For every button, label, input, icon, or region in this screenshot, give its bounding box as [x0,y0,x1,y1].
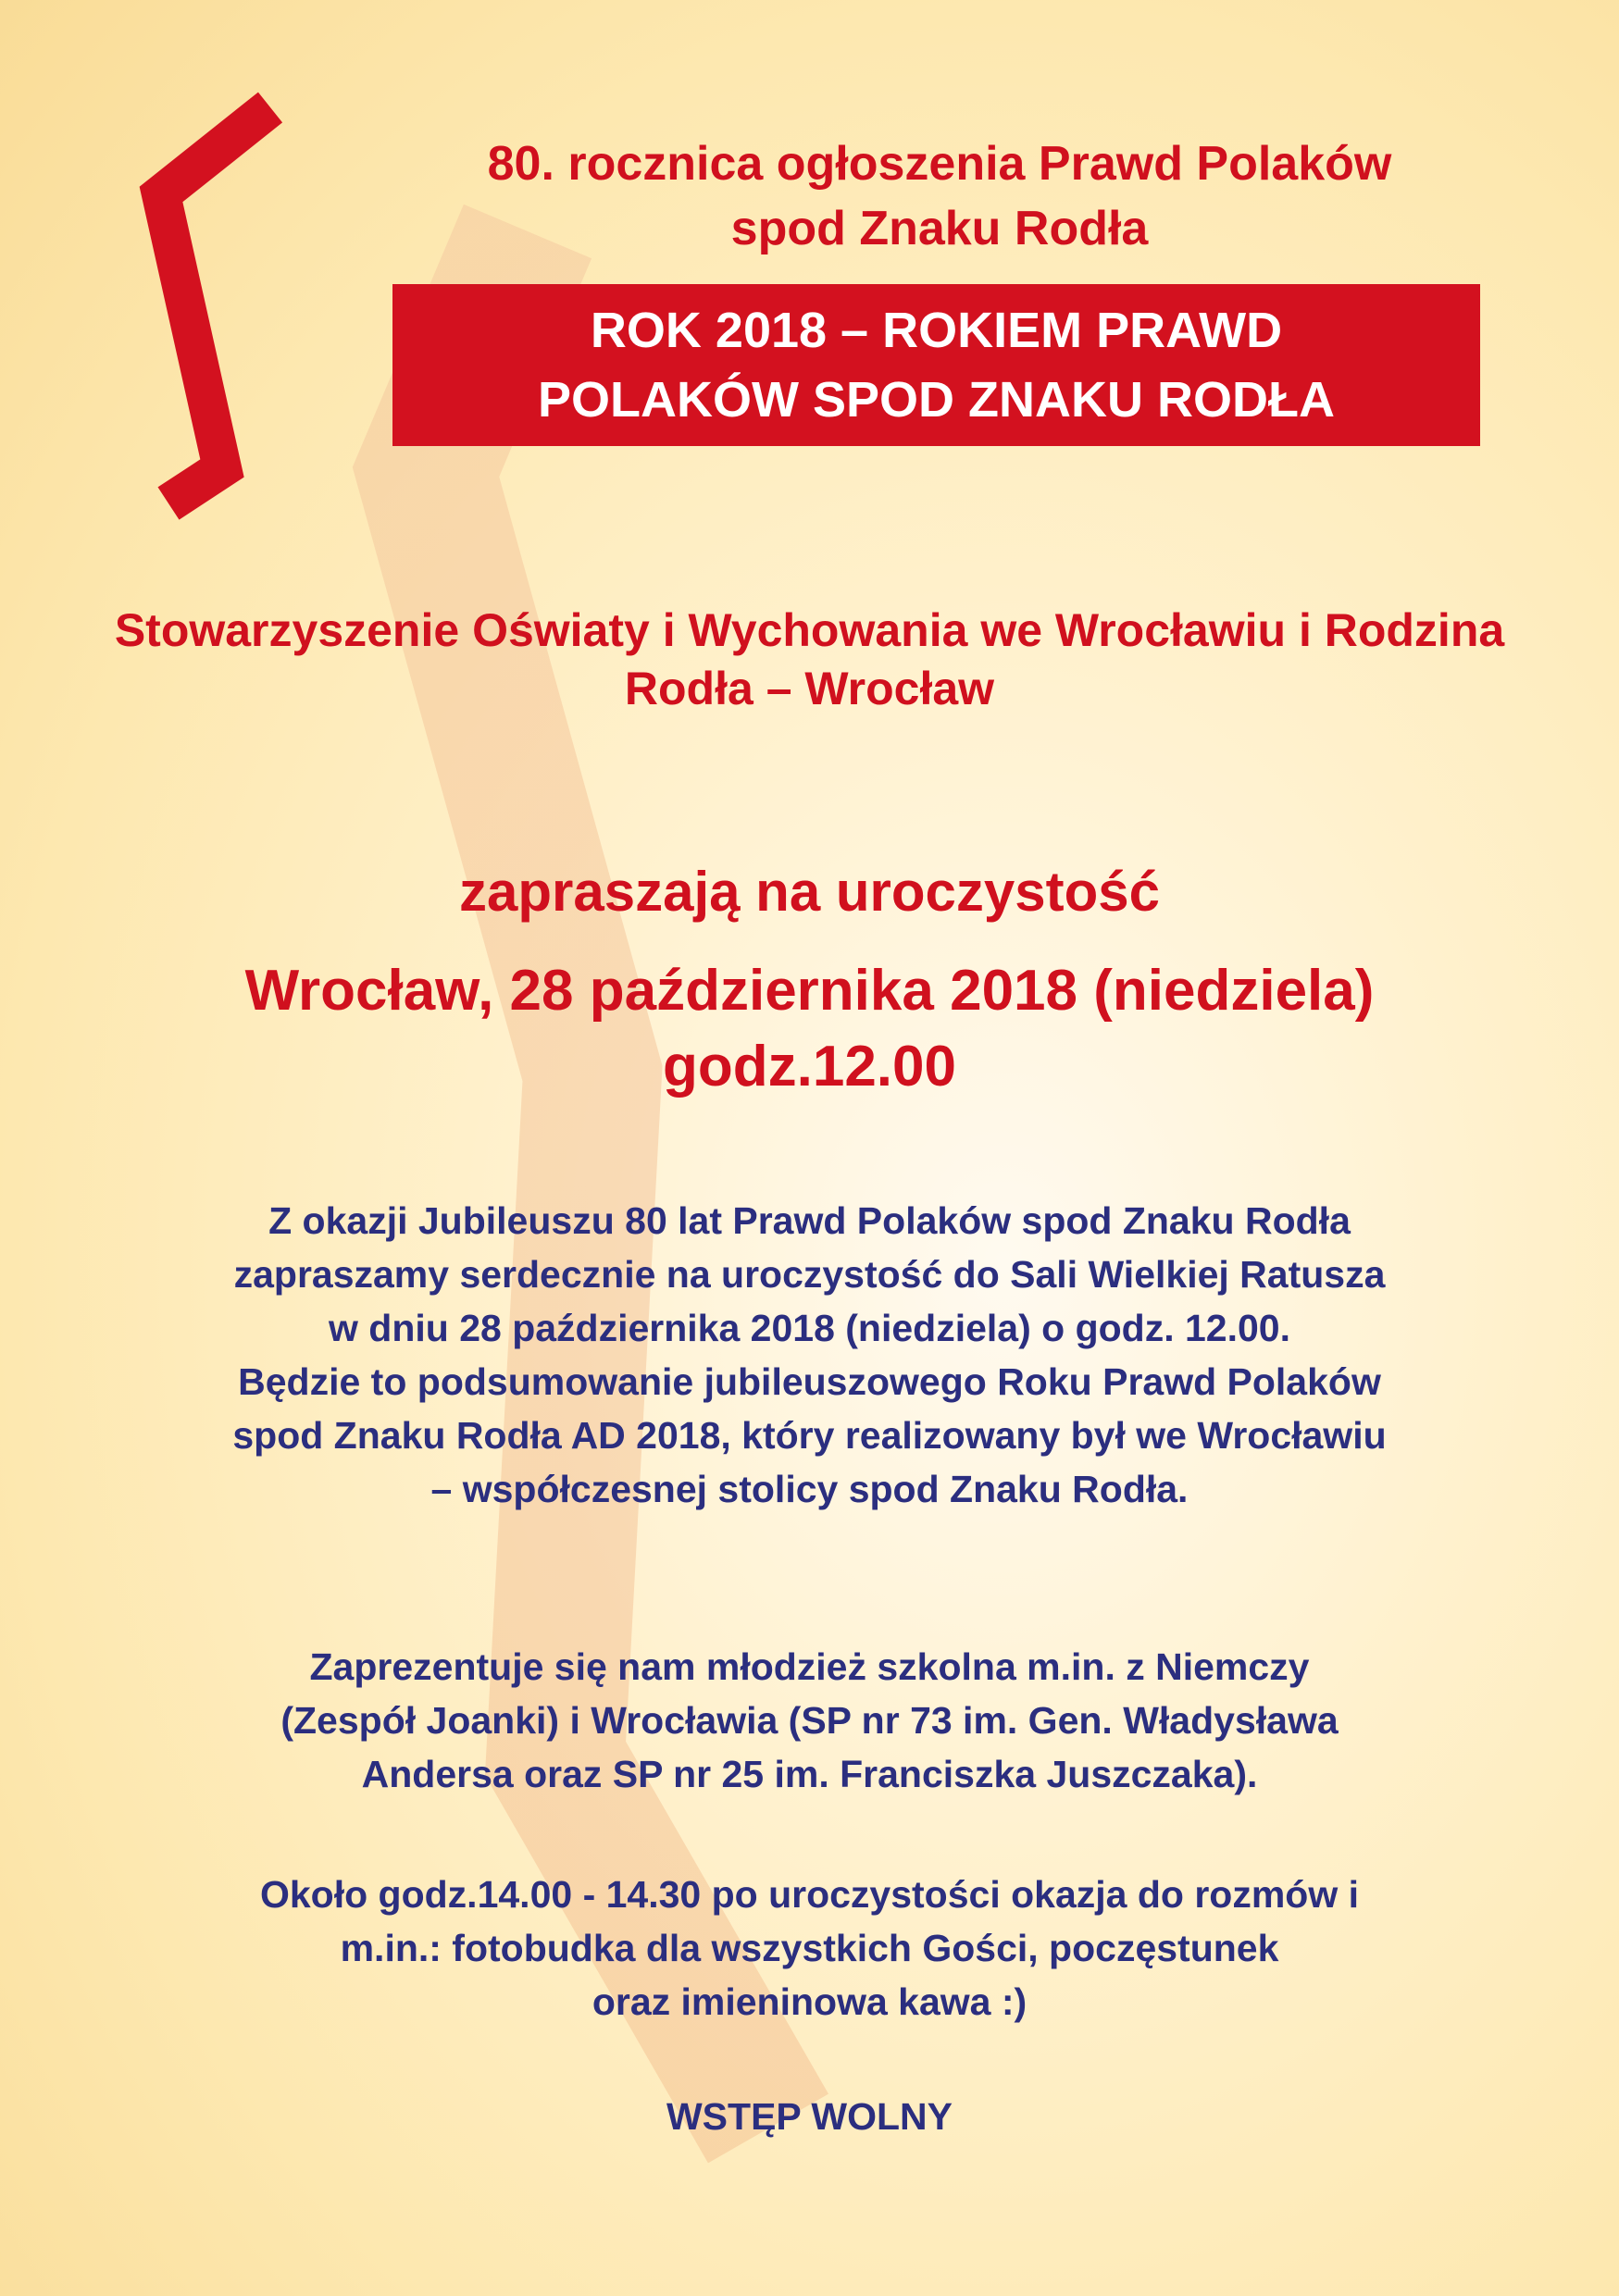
text-line: Andersa oraz SP nr 25 im. Franciszka Juszczaka). [361,1753,1258,1795]
event-date: Wrocław, 28 października 2018 (niedziela) [244,959,1375,1023]
year-banner-line1: ROK 2018 – ROKIEM PRAWD [590,303,1283,358]
text-line: Zaprezentuje się nam młodzież szkolna m.in. z Niemczy [309,1645,1310,1688]
text-line: – współczesnej stolicy spod Znaku Rodła. [430,1468,1189,1510]
text-line: Z okazji Jubileuszu 80 lat Prawd Polaków spod Znaku Rodła [268,1199,1351,1242]
text-line: (Zespół Joanki) i Wrocławia (SP nr 73 im. Gen. Władysława [280,1699,1339,1742]
rodlo-logo-icon [139,81,361,581]
event-time: godz.12.00 [663,1035,956,1098]
year-banner-line2: POLAKÓW SPOD ZNAKU RODŁA [538,372,1335,428]
text-line: spod Znaku Rodła AD 2018, który realizowany był we Wrocławiu [232,1414,1387,1457]
organizers [93,602,1526,718]
organizers-line3: i Rodzina Rodła – Wrocław [624,604,1505,714]
text-line: Będzie to podsumowanie jubileuszowego Roku Prawd Polaków [238,1360,1381,1403]
text-line: m.in.: fotobudka dla wszystkich Gości, poczęstunek [340,1927,1279,1969]
anniversary-heading-line2: spod Znaku Rodła [730,202,1149,255]
organizers-line2: we Wrocławiu [980,604,1287,656]
anniversary-heading [389,131,1490,261]
after-event-paragraph [93,1868,1526,2029]
event-datetime [93,953,1526,1105]
year-banner [392,284,1480,446]
performers-paragraph [93,1640,1526,1801]
organizers-line1: Stowarzyszenie Oświaty i Wychowania [114,604,968,656]
invitation-heading: zapraszają na uroczystość [458,861,1160,923]
anniversary-heading-line1: 80. rocznica ogłoszenia Prawd Polaków [487,137,1392,191]
text-line: zapraszamy serdecznie na uroczystość do Sali Wielkiej Ratusza [233,1253,1386,1296]
text-line: w dniu 28 października 2018 (niedziela) o godz. 12.00. [329,1307,1290,1349]
free-entry-note: WSTĘP WOLNY [666,2095,953,2138]
text-line: Około godz.14.00 - 14.30 po uroczystości okazja do rozmów i [259,1873,1360,1916]
text-line: oraz imieninowa kawa :) [592,1980,1027,2023]
description-paragraph [93,1194,1526,1516]
